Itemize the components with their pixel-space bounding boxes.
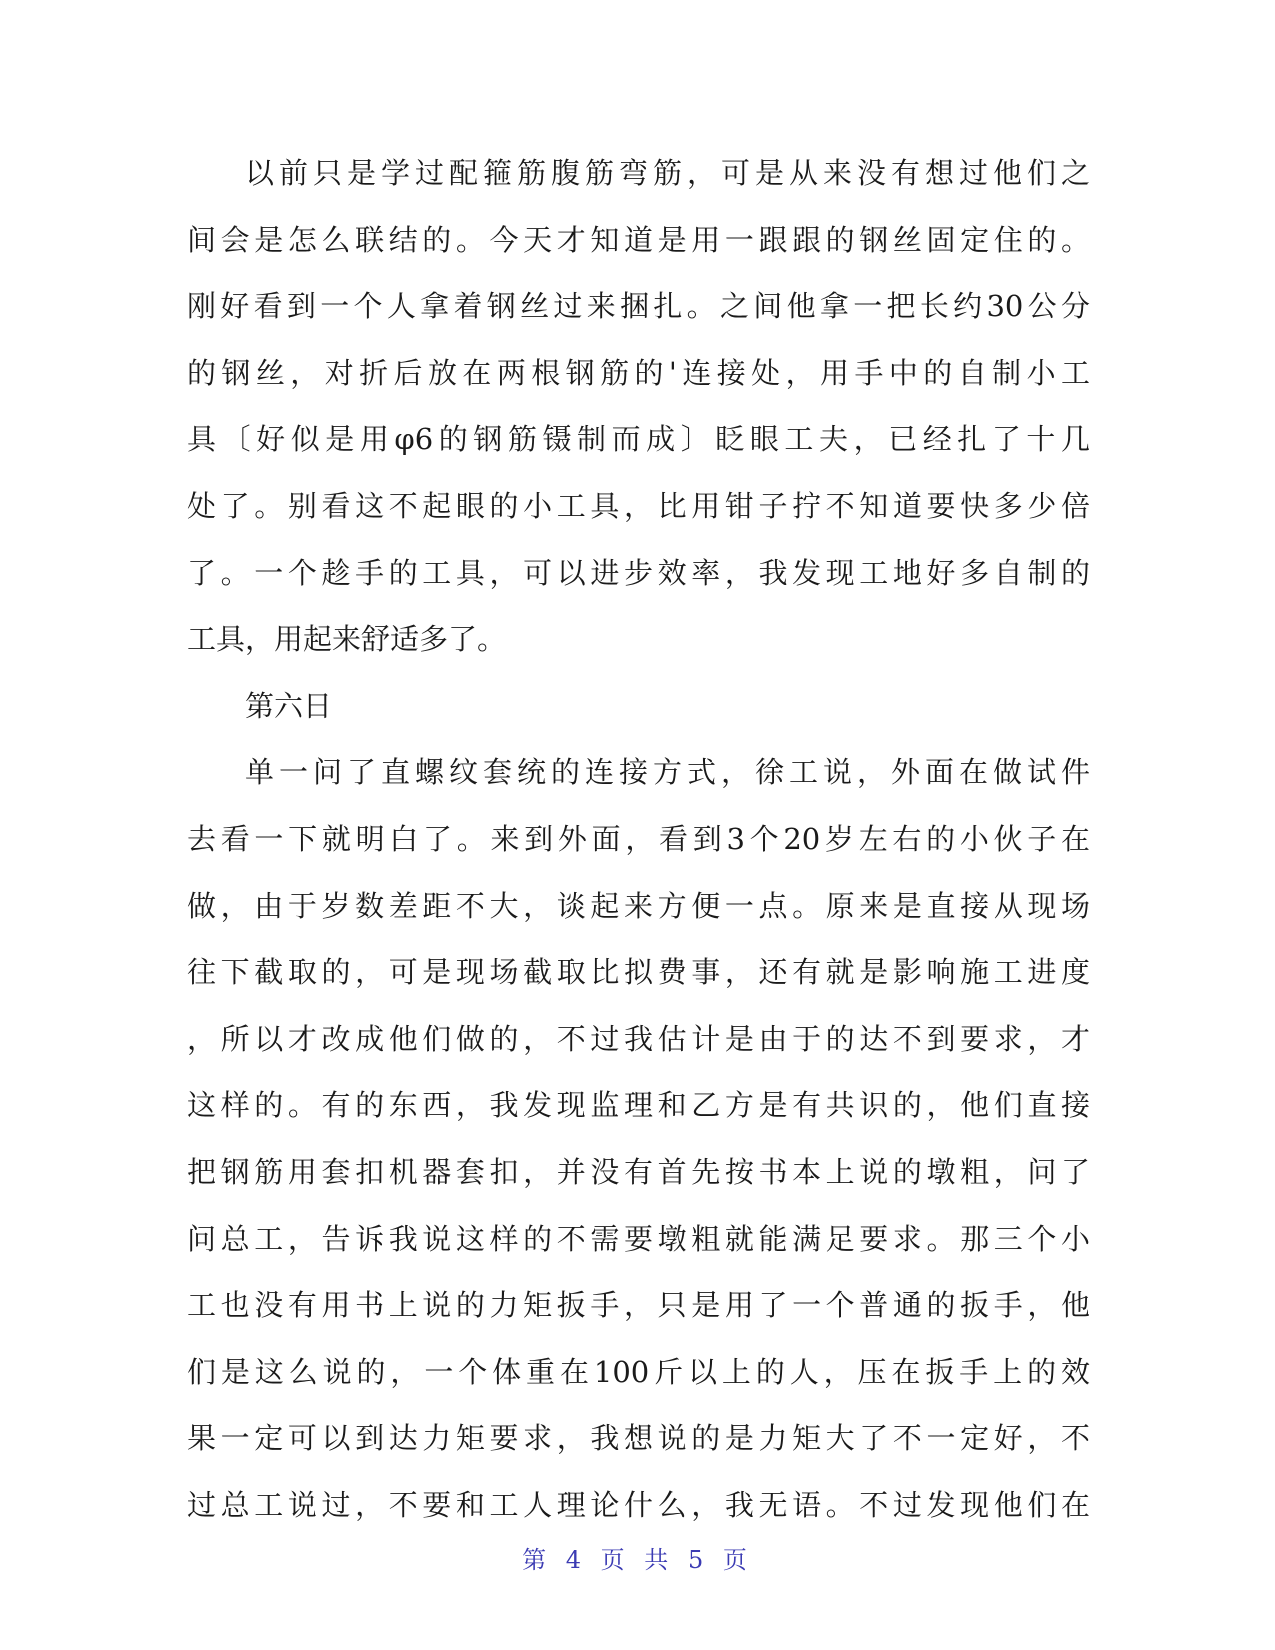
text-line: 单一问了直螺纹套统的连接方式，徐工说，外面在做试件 [245,755,1090,790]
page-footer [0,1540,1275,1575]
text-line: 果一定可以到达力矩要求，我想说的是力矩大了不一定好，不 [187,1421,1090,1456]
text-line: 具〔好似是用φ6的钢筋镊制而成〕眨眼工夫，已经扎了十几 [187,422,1090,457]
text-line: 间会是怎么联结的。今天才知道是用一跟跟的钢丝固定住的。 [187,222,1090,257]
text-line: 第六日 [245,688,333,723]
text-line: 这样的。有的东西，我发现监理和乙方是有共识的，他们直接 [187,1088,1090,1123]
text-line: 往下截取的，可是现场截取比拟费事，还有就是影响施工进度 [187,955,1090,990]
text-line: 处了。别看这不起眼的小工具，比用钳子拧不知道要快多少倍 [187,488,1090,523]
text-line: ，所以才改成他们做的，不过我估计是由于的达不到要求，才 [187,1021,1090,1056]
text-line: 过总工说过，不要和工人理论什么，我无语。不过发现他们在 [187,1487,1090,1522]
text-line: 以前只是学过配箍筋腹筋弯筋，可是从来没有想过他们之 [245,156,1090,190]
text-line: 的钢丝，对折后放在两根钢筋的'连接处，用手中的自制小工 [187,355,1090,390]
body-text [187,140,1090,1538]
page-number: 第 4 页 共 5 页 [522,1546,753,1574]
text-line: 去看一下就明白了。来到外面，看到3个20岁左右的小伙子在 [187,821,1090,856]
text-line: 工具，用起来舒适多了。 [187,622,507,657]
text-line: 刚好看到一个人拿着钢丝过来捆扎。之间他拿一把长约30公分 [187,289,1090,324]
text-line: 做，由于岁数差距不大，谈起来方便一点。原来是直接从现场 [187,888,1090,923]
text-line: 们是这么说的，一个体重在100斤以上的人，压在扳手上的效 [187,1354,1090,1389]
text-line: 了。一个趁手的工具，可以进步效率，我发现工地好多自制的 [187,555,1090,590]
text-line: 问总工，告诉我说这样的不需要墩粗就能满足要求。那三个小 [187,1221,1090,1256]
text-line: 把钢筋用套扣机器套扣，并没有首先按书本上说的墩粗，问了 [187,1154,1090,1189]
text-line: 工也没有用书上说的力矩扳手，只是用了一个普通的扳手，他 [187,1288,1090,1323]
